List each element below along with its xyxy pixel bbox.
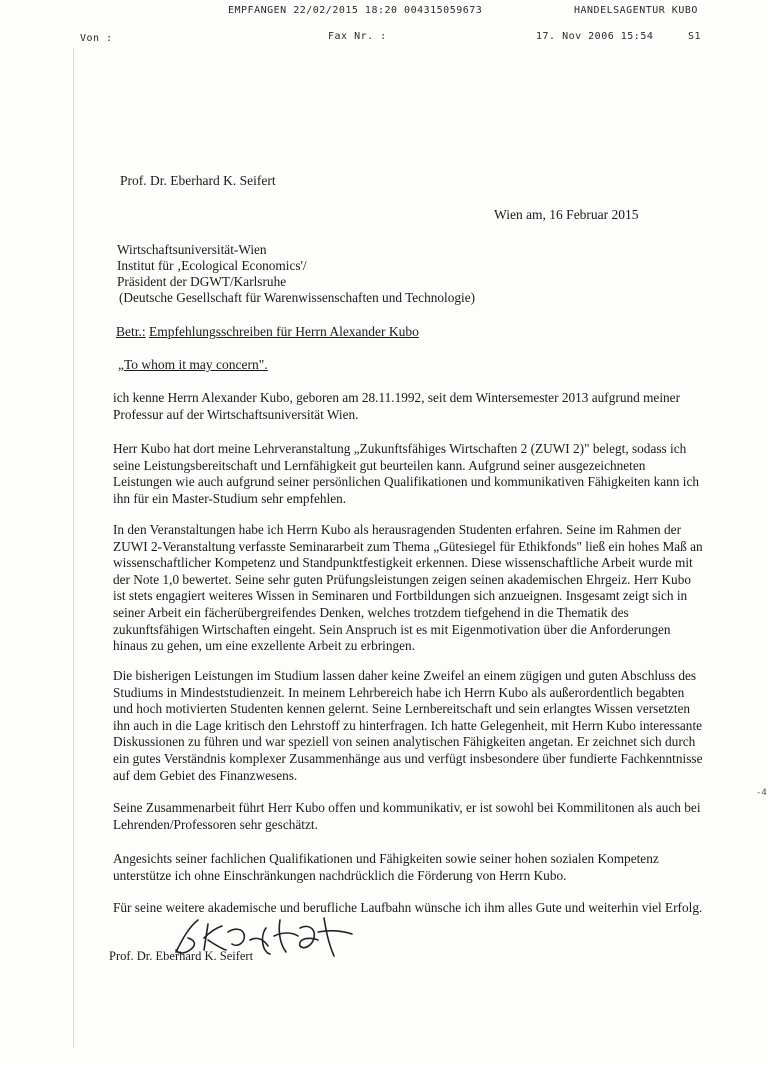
fax-datetime: 17. Nov 2006 15:54	[536, 31, 654, 42]
paragraph-2: Herr Kubo hat dort meine Lehrveranstaltung „Zukunftsfähiges Wirtschaften 2 (ZUWI 2)" belegt, sodass ich seine Leistungsbereitschaft und Lernfähigkeit gut beurteilen kann. Aufgrund seiner ausgezeichneten Leistungen wie auch aufgrund seiner persönlichen Qualifikationen und kommunikativen Fähigkeiten kann ich ihn für ein Master-Studium sehr empfehlen.	[113, 441, 700, 506]
address-line-1: Wirtschaftsuniversität-Wien	[117, 242, 267, 257]
closing-name: Prof. Dr. Eberhard K. Seifert	[109, 949, 254, 963]
paragraph-3: In den Veranstaltungen habe ich Herrn Kubo als herausragenden Studenten erfahren. Seine im Rahmen der ZUWI 2-Veranstaltung verfasste Seminararbeit zum Thema „Gütesiegel für Ethikfonds" ließ ein hohes Maß an wissenschaftlicher Kompetenz und Standpunktfestigkeit erkennen. Diese wissenschaftliche Arbeit wurde mit der Note 1,0 bewertet. Seine sehr guten Prüfungsleistungen zeigen seinen akademischen Ehrgeiz. Herr Kubo ist stets engagiert weiteres Wissen in Seminaren und Fortbildungen sich anzueignen. Insgesamt zeigt sich in seiner Arbeit ein fächerübergreifendes Denken, welches trotzdem tiefgehend in die Thematik des zukunftsfähigen Wirtschaften eingeht. Sein Anspruch ist es mit Eigenmotivation über die Anforderungen hinaus zu gehen, um eine exzellente Arbeit zu erbringen.	[113, 522, 703, 654]
date-line: Wien am, 16 Februar 2015	[494, 207, 639, 222]
subject-text: Empfehlungsschreiben für Herrn Alexander Kubo	[149, 324, 419, 339]
fax-number-label: Fax Nr. :	[328, 31, 387, 42]
salutation: „To whom it may concern".	[118, 357, 268, 372]
fax-sender-name: HANDELSAGENTUR KUBO	[574, 5, 698, 16]
scan-margin-line	[73, 48, 74, 1048]
address-line-3: Präsident der DGWT/Karlsruhe	[117, 274, 287, 289]
fax-von-label: Von :	[80, 33, 113, 44]
subject-line	[116, 324, 419, 340]
address-line-4: (Deutsche Gesellschaft für Warenwissenschaften und Technologie)	[119, 290, 476, 305]
fax-received-line: EMPFANGEN 22/02/2015 18:20 004315059673	[228, 5, 483, 16]
paragraph-5: Seine Zusammenarbeit führt Herr Kubo offen und kommunikativ, er ist sowohl bei Kommilitonen als auch bei Lehrenden/Professoren sehr geschätzt.	[113, 800, 701, 832]
paragraph-7: Für seine weitere akademische und berufliche Laufbahn wünsche ich ihm alles Gute und weiterhin viel Erfolg.	[113, 900, 703, 915]
paragraph-4: Die bisherigen Leistungen im Studium lassen daher keine Zweifel an einem zügigen und guten Abschluss des Studiums in Mindeststudienzeit. In meinem Lehrbereich habe ich Herrn Kubo als außerordentlich begabten und hoch motivierten Studenten kennen gelernt. Seine Lernbereitschaft und sein erlangtes Wissen versetzten ihn auch in die Lage kritisch den Lehrstoff zu hinterfragen. Ich hatte Gelegenheit, mit Herrn Kubo interessante Diskussionen zu führen und war speziell von seinen analytischen Fähigkeiten angetan. Er zeichnet sich durch ein gutes Verständnis komplexer Zusammenhänge aus und verfügt insbesondere über fundierte Fachkenntnisse auf dem Gebiet des Finanzwesens.	[113, 668, 703, 783]
sender-name: Prof. Dr. Eberhard K. Seifert	[120, 173, 276, 188]
address-line-2: Institut für ‚Ecological Economics'/	[117, 258, 307, 273]
paragraph-6: Angesichts seiner fachlichen Qualifikationen und Fähigkeiten sowie seiner hohen sozialen Kompetenz unterstütze ich ohne Einschränkungen nachdrücklich die Förderung von Herrn Kubo.	[113, 851, 659, 883]
margin-mark: -4	[756, 788, 767, 798]
fax-page-code: S1	[688, 31, 702, 42]
subject-prefix: Betr.:	[116, 324, 146, 339]
paragraph-1: ich kenne Herrn Alexander Kubo, geboren am 28.11.1992, seit dem Wintersemester 2013 aufgrund meiner Professur auf der Wirtschaftsuniversität Wien.	[113, 390, 680, 422]
